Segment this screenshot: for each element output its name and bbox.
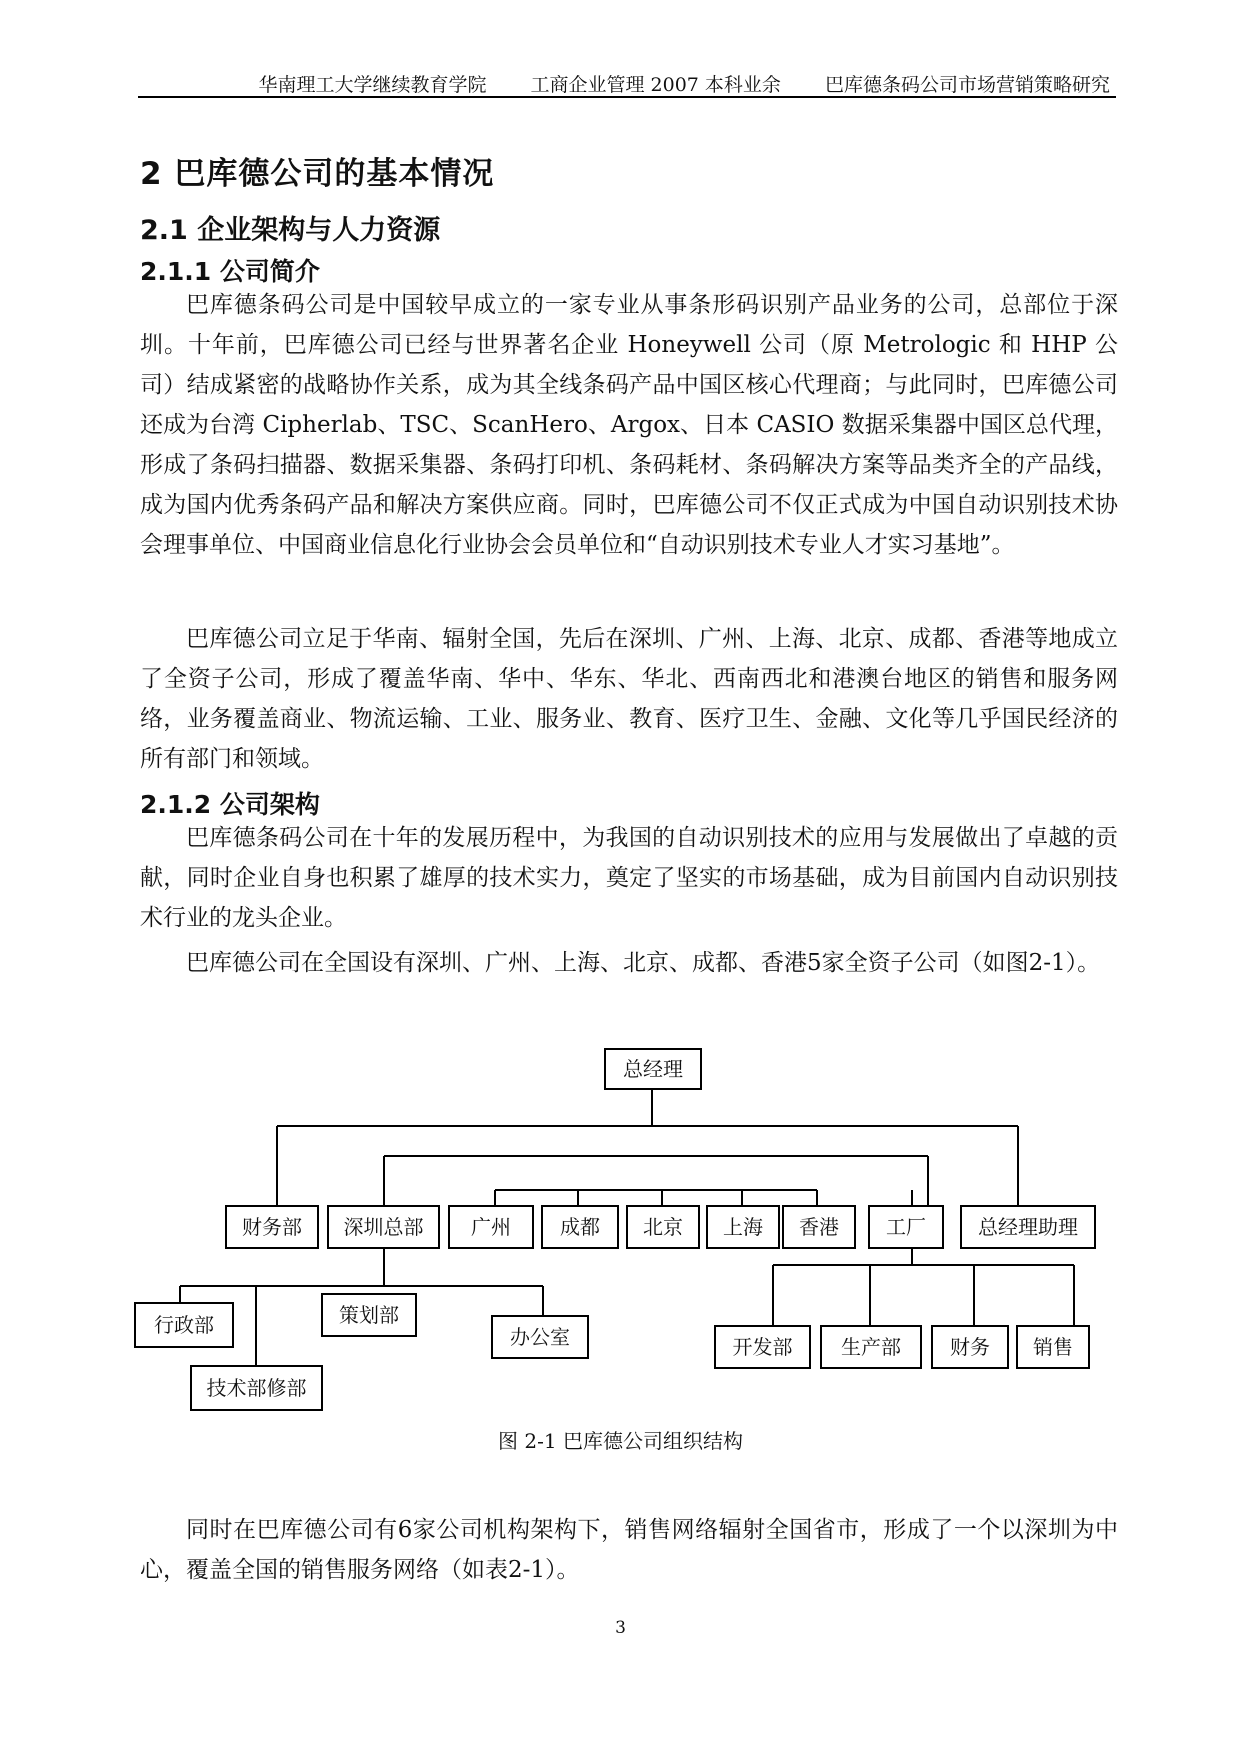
org-node-development-dept: 开发部 (714, 1325, 811, 1369)
header-school: 华南理工大学继续教育学院 (258, 74, 487, 96)
org-chart (0, 1040, 1241, 1420)
company-profile-paragraph-2: 巴库德公司立足于华南、辐射全国，先后在深圳、广州、上海、北京、成都、香港等地成立了全资子公司，形成了覆盖华南、华中、华东、华北、西南西北和港澳台地区的销售和服务网络，业务覆盖商业、物流运输、工业、服务业、教育、医疗卫生、金融、文化等几乎国民经济的所有部门和领域。 (140, 626, 1118, 772)
org-node-factory-finance: 财务 (931, 1325, 1009, 1369)
header-thesis-title: 巴库德条码公司市场营销策略研究 (824, 74, 1110, 96)
org-node-hongkong: 香港 (782, 1205, 856, 1249)
closing-paragraph: 同时在巴库德公司有6家公司机构架构下，销售网络辐射全国省市，形成了一个以深圳为中心，覆盖全国的销售服务网络（如表2-1）。 (140, 1517, 1118, 1583)
page-number: 3 (615, 1618, 626, 1638)
org-node-guangzhou: 广州 (448, 1205, 534, 1249)
org-node-planning-dept: 策划部 (321, 1293, 417, 1337)
org-node-admin-dept: 行政部 (134, 1302, 234, 1348)
company-structure-heading: 2.1.2 公司架构 (140, 790, 320, 819)
org-node-factory: 工厂 (868, 1205, 944, 1249)
org-node-general-manager: 总经理 (604, 1048, 702, 1090)
org-node-office: 办公室 (491, 1315, 589, 1359)
org-node-shenzhen-hq: 深圳总部 (327, 1205, 440, 1249)
org-node-shanghai: 上海 (706, 1205, 780, 1249)
org-node-finance-dept: 财务部 (225, 1205, 319, 1249)
subsection-heading: 2.1 企业架构与人力资源 (140, 215, 441, 246)
org-node-sales: 销售 (1016, 1325, 1090, 1369)
header-program: 工商企业管理 2007 本科业余 (530, 74, 781, 96)
company-profile-paragraph-1: 巴库德条码公司是中国较早成立的一家专业从事条形码识别产品业务的公司，总部位于深圳。十年前，巴库德公司已经与世界著名企业 Honeywell 公司（原 Metrologic 和 HHP 公司）结成紧密的战略协作关系，成为其全线条码产品中国区核心代理商；与此同时，巴库德公司还成为台湾 Cipherlab、TSC、ScanHero、Argox、日本 CASIO 数据采集器中国区总代理，形成了条码扫描器、数据采集器、条码打印机、条码耗材、条码解决方案等品类齐全的产品线，成为国内优秀条码产品和解决方案供应商。同时，巴库德公司不仅正式成为中国自动识别技术协会理事单位、中国商业信息化行业协会会员单位和“自动识别技术专业人才实习基地”。 (140, 292, 1118, 558)
org-node-tech-dept: 技术部修部 (190, 1365, 323, 1411)
org-node-chengdu: 成都 (541, 1205, 619, 1249)
figure-caption: 图 2-1 巴库德公司组织结构 (498, 1429, 743, 1453)
org-node-production-dept: 生产部 (820, 1325, 922, 1369)
org-node-beijing: 北京 (626, 1205, 700, 1249)
company-structure-paragraph-2: 巴库德公司在全国设有深圳、广州、上海、北京、成都、香港5家全资子公司（如图2-1）。 (186, 950, 1101, 976)
company-profile-heading: 2.1.1 公司简介 (140, 257, 320, 286)
running-header (138, 66, 1116, 98)
company-structure-paragraph-1: 巴库德条码公司在十年的发展历程中，为我国的自动识别技术的应用与发展做出了卓越的贡献，同时企业自身也积累了雄厚的技术实力，奠定了坚实的市场基础，成为目前国内自动识别技术行业的龙头企业。 (140, 825, 1118, 931)
org-node-gm-assistant: 总经理助理 (960, 1205, 1096, 1249)
section-heading: 2 巴库德公司的基本情况 (140, 156, 495, 192)
